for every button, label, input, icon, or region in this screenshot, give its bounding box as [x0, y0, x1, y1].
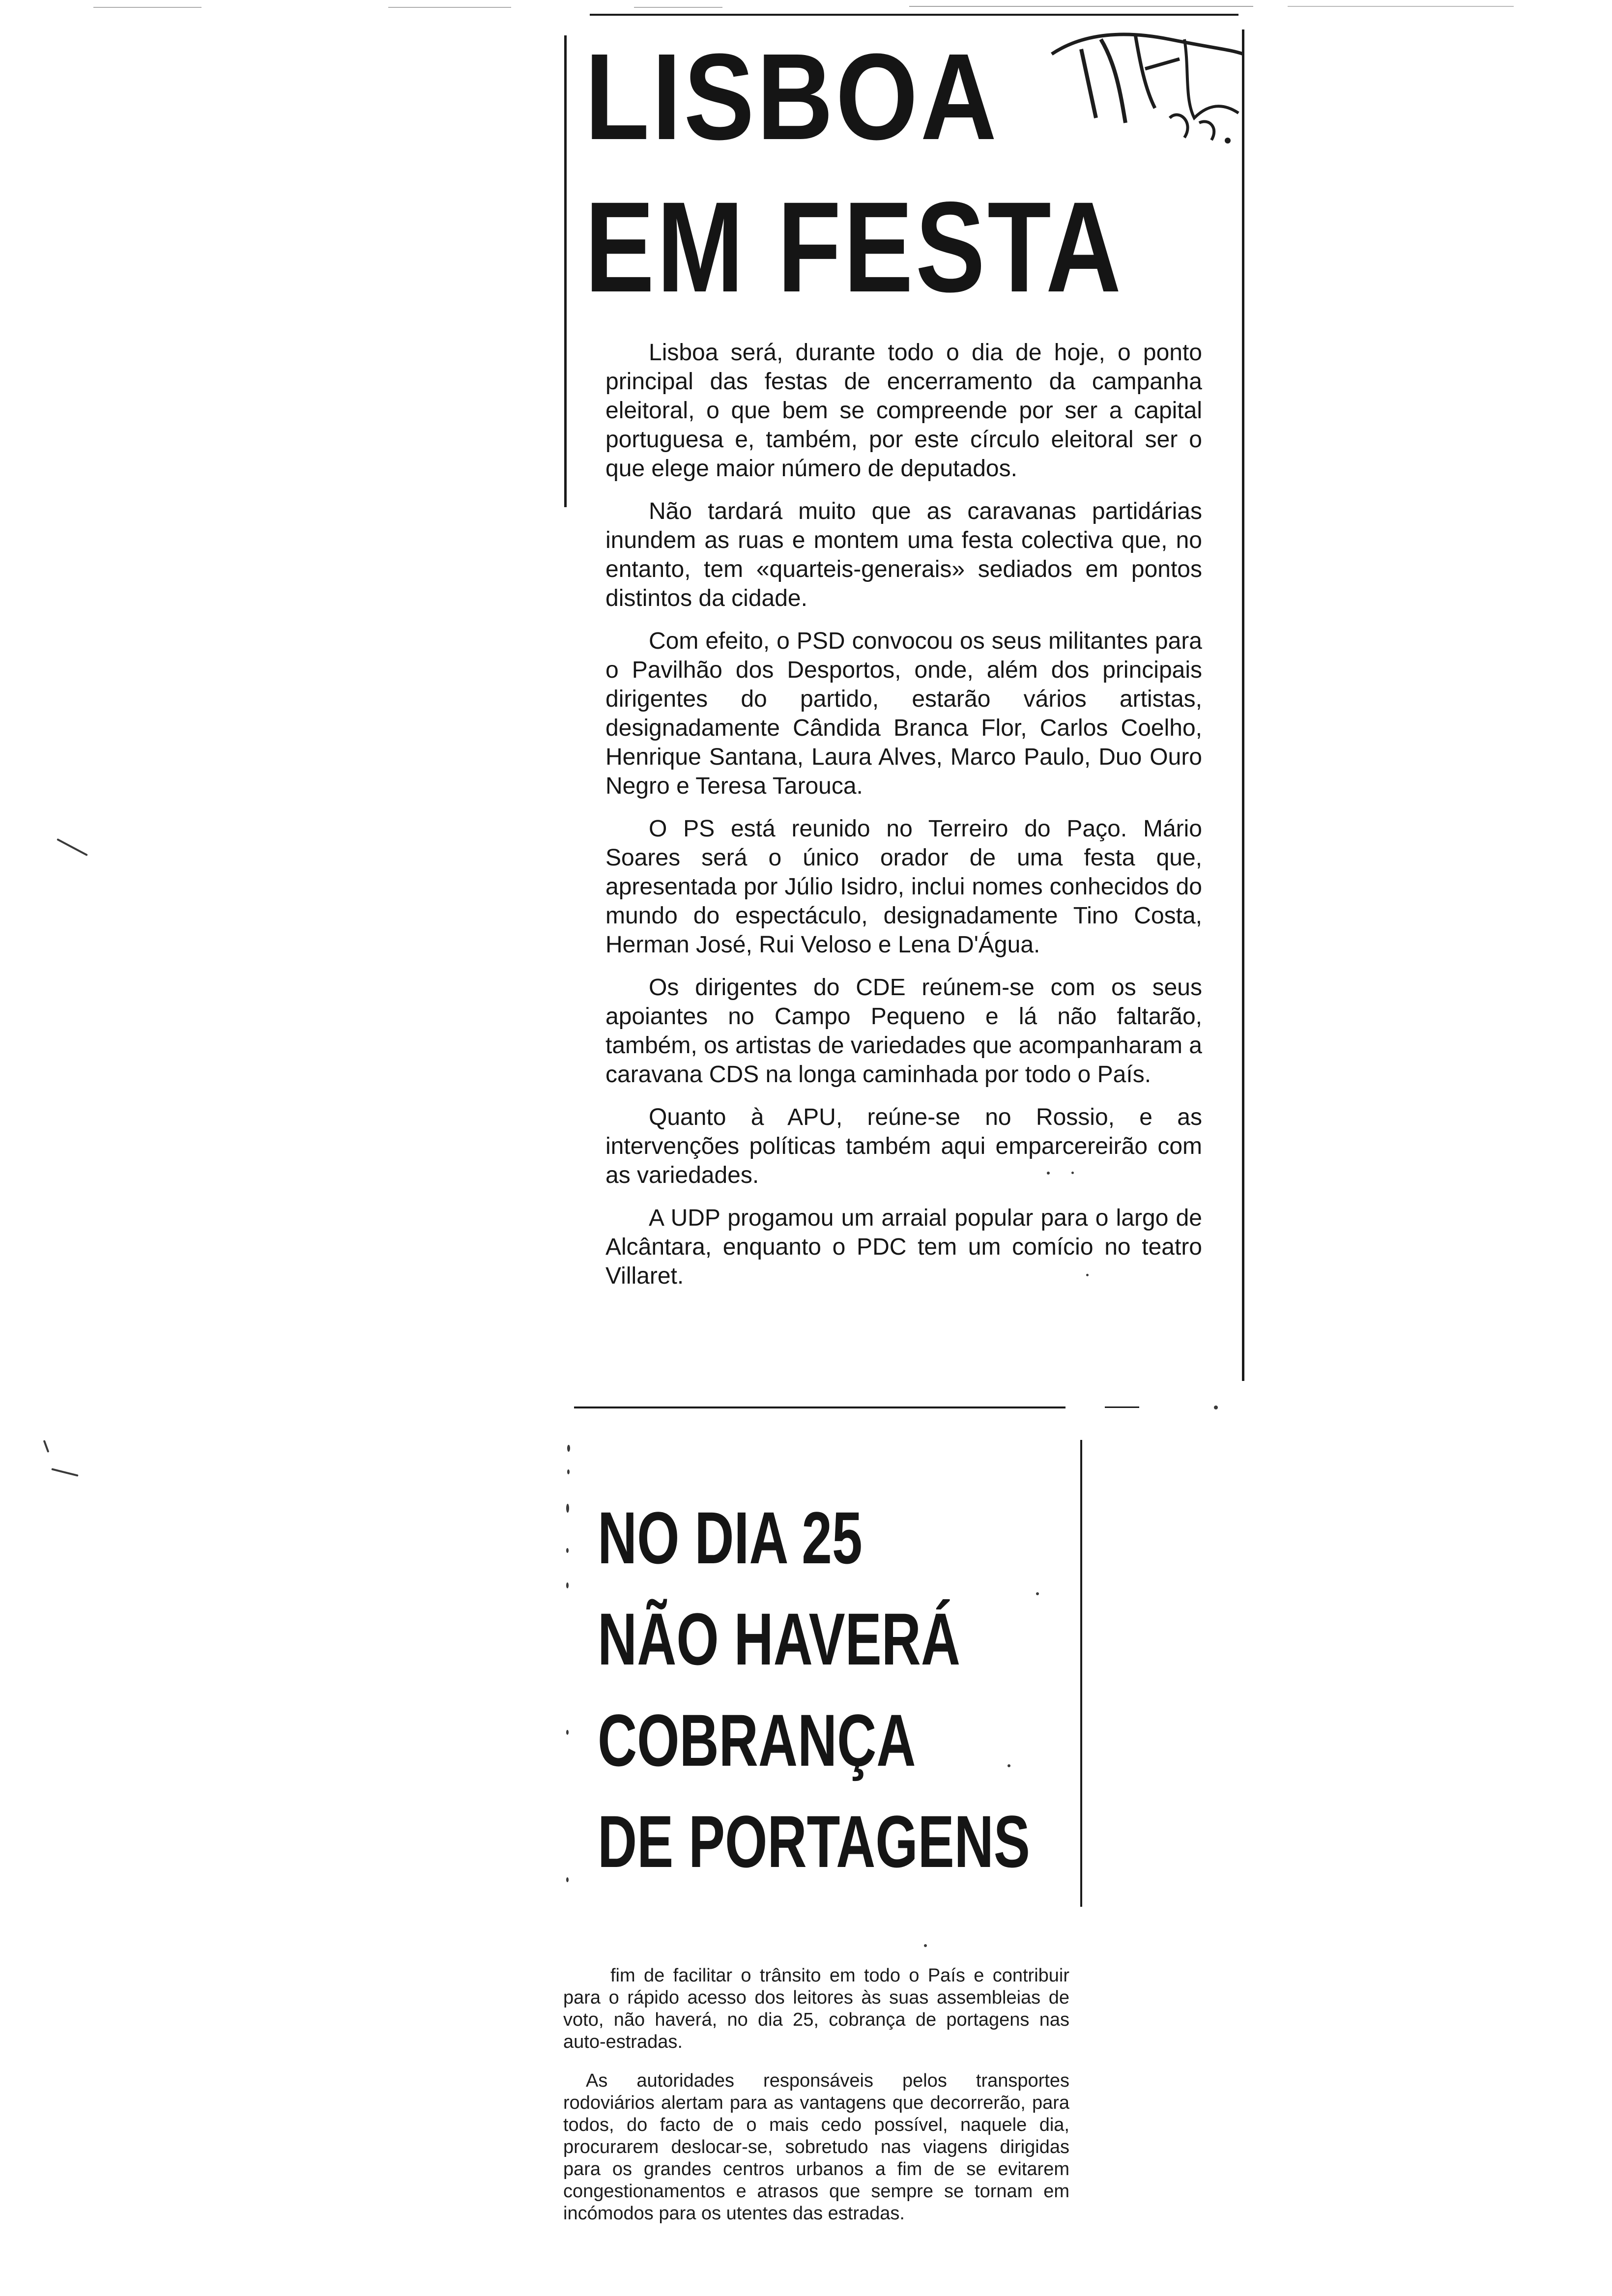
- article1-paragraph: Com efeito, o PSD convocou os seus militantes para o Pavilhão dos Desportos, onde, além dos principais dirigentes do partido, estarão vários artistas, designadamente Cândida Branca Flor, Carlos Coelho, Henrique Santana, Laura Alves, Marco Paulo, Duo Ouro Negro e Teresa Tarouca.: [605, 628, 1202, 799]
- article2-body: [563, 1965, 1069, 2241]
- article-divider-rule: [574, 1406, 1065, 1408]
- article1-left-rule: [564, 35, 567, 507]
- article1-right-rule: [1242, 29, 1244, 1381]
- article1-paragraph: Lisboa será, durante todo o dia de hoje, o ponto principal das festas de encerramento da campanha eleitoral, o que bem se compreende por ser a capital portuguesa e, também, por este círculo eleitoral ser o que elege maior número de deputados.: [605, 340, 1202, 482]
- article2-headline-line1: NO DIA 25: [598, 1496, 863, 1579]
- article1-headline-line1: LISBOA: [585, 28, 1000, 165]
- handwritten-annotation: [1022, 20, 1248, 152]
- article1-headline-line2: EM FESTA: [585, 175, 1124, 319]
- article2-paragraph: As autoridades responsáveis pelos transportes rodoviários alertam para as vantagens que decorrerão, para todos, do facto de o mais cedo possível, naquele dia, procurarem deslocar-se, sobretudo nas viagens dirigidas para os grandes centros urbanos a fim de se evitarem congestionamentos e atrasos que sempre se tornam em incómodos para os utentes das estradas.: [563, 2070, 1069, 2224]
- article1-paragraph: A UDP progamou um arraial popular para o largo de Alcântara, enquanto o PDC tem um comício no teatro Villaret.: [605, 1205, 1202, 1289]
- article2-paragraph: fim de facilitar o trânsito em todo o País e contribuir para o rápido acesso dos leitores às suas assembleias de voto, não haverá, no dia 25, cobrança de portagens nas auto-estradas.: [563, 1965, 1069, 2052]
- article2-headline-line3: COBRANÇA: [598, 1699, 916, 1781]
- article1-paragraph: Não tardará muito que as caravanas partidárias inundem as ruas e montem uma festa colectiva que, no entanto, tem «quarteis-generais» sediados em pontos distintos da cidade.: [605, 498, 1202, 611]
- article1-paragraph: Quanto à APU, reúne-se no Rossio, e as intervenções políticas também aqui emparcereirão com as variedades.: [605, 1104, 1202, 1188]
- article1-paragraph: Os dirigentes do CDE reúnem-se com os seus apoiantes no Campo Pequeno e lá não faltarão, também, os artistas de variedades que acompanharam a caravana CDS na longa caminhada por todo o País.: [605, 975, 1202, 1088]
- article2-right-rule: [1080, 1440, 1082, 1907]
- article2-headline-line4: DE PORTAGENS: [598, 1800, 1030, 1883]
- article1-paragraph: O PS está reunido no Terreiro do Paço. Mário Soares será o único orador de uma festa que, apresentada por Júlio Isidro, inclui nomes conhecidos do mundo do espectáculo, designadamente Tino Costa, Herman José, Rui Veloso e Lena D'Água.: [605, 816, 1202, 958]
- article1-top-rule: [590, 14, 1238, 16]
- article2-headline-line2: NÃO HAVERÁ: [598, 1598, 960, 1680]
- article1-body: [605, 338, 1202, 1304]
- article-divider-rule-short: [1105, 1406, 1139, 1408]
